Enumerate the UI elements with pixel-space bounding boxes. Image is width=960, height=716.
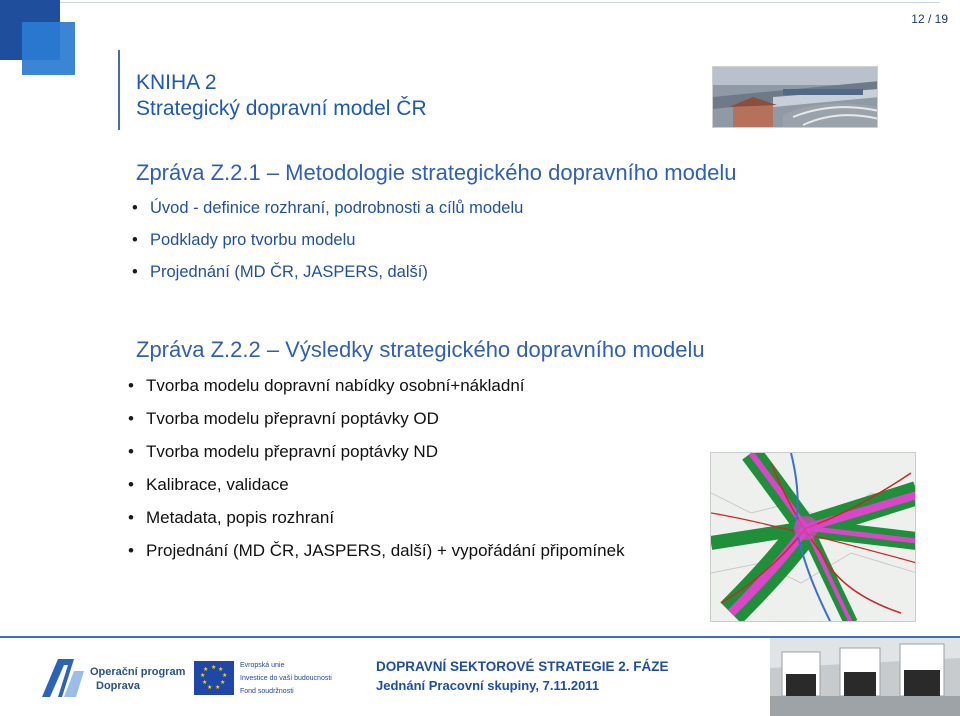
book-label: KNIHA 2 bbox=[136, 71, 217, 94]
op-doprava-logo bbox=[42, 659, 186, 697]
book-heading bbox=[136, 70, 427, 122]
section-2-list bbox=[128, 376, 625, 574]
list-item: • Metadata, popis rozhraní bbox=[128, 508, 625, 541]
footer-strategy-title: DOPRAVNÍ SEKTOROVÉ STRATEGIE 2. FÁZE bbox=[376, 659, 669, 674]
page-number: 12 / 19 bbox=[911, 12, 948, 26]
svg-text:Investice do vaší budoucnosti: Investice do vaší budoucnosti bbox=[240, 675, 332, 682]
svg-text:★: ★ bbox=[207, 684, 213, 691]
list-item: • Tvorba modelu přepravní poptávky ND bbox=[128, 442, 625, 475]
svg-text:★: ★ bbox=[211, 664, 217, 671]
section-1-title: Zpráva Z.2.1 – Metodologie strategického dopravního modelu bbox=[136, 160, 737, 185]
list-item: • Projednání (MD ČR, JASPERS, další) bbox=[132, 263, 523, 295]
decor-top-line bbox=[60, 2, 940, 3]
model-label: Strategický dopravní model ČR bbox=[136, 97, 427, 120]
svg-text:Doprava: Doprava bbox=[96, 680, 141, 692]
svg-text:★: ★ bbox=[222, 672, 228, 679]
footer-caption bbox=[376, 657, 669, 695]
decor-vertical-line bbox=[118, 50, 120, 130]
list-item: • Projednání (MD ČR, JASPERS, další) + vypořádání připomínek bbox=[128, 541, 625, 574]
section-2-title: Zpráva Z.2.2 – Výsledky strategického dopravního modelu bbox=[136, 337, 705, 362]
eu-flag-logo bbox=[194, 661, 332, 695]
section-1-list bbox=[132, 199, 523, 295]
list-item: • Tvorba modelu přepravní poptávky OD bbox=[128, 409, 625, 442]
svg-text:★: ★ bbox=[218, 666, 224, 673]
railway-bridge-photo bbox=[712, 66, 878, 128]
svg-text:★: ★ bbox=[203, 666, 209, 673]
list-item: • Tvorba modelu dopravní nabídky osobní+nákladní bbox=[128, 376, 625, 409]
svg-text:Operační program: Operační program bbox=[90, 666, 186, 678]
decor-square-light bbox=[22, 22, 75, 75]
svg-text:★: ★ bbox=[202, 679, 208, 686]
svg-text:Evropská unie: Evropská unie bbox=[240, 662, 285, 669]
list-item: • Podklady pro tvorbu modelu bbox=[132, 231, 523, 263]
loading-docks-photo bbox=[770, 638, 960, 716]
footer-logos bbox=[40, 655, 370, 700]
svg-text:★: ★ bbox=[215, 684, 221, 691]
traffic-model-map bbox=[710, 452, 916, 622]
svg-text:Fond soudržnosti: Fond soudržnosti bbox=[240, 688, 294, 695]
footer-meeting-date: Jednání Pracovní skupiny, 7.11.2011 bbox=[376, 678, 600, 693]
svg-text:★: ★ bbox=[220, 679, 226, 686]
list-item: • Kalibrace, validace bbox=[128, 475, 625, 508]
svg-text:★: ★ bbox=[200, 672, 206, 679]
list-item: • Úvod - definice rozhraní, podrobnosti a cílů modelu bbox=[132, 199, 523, 231]
